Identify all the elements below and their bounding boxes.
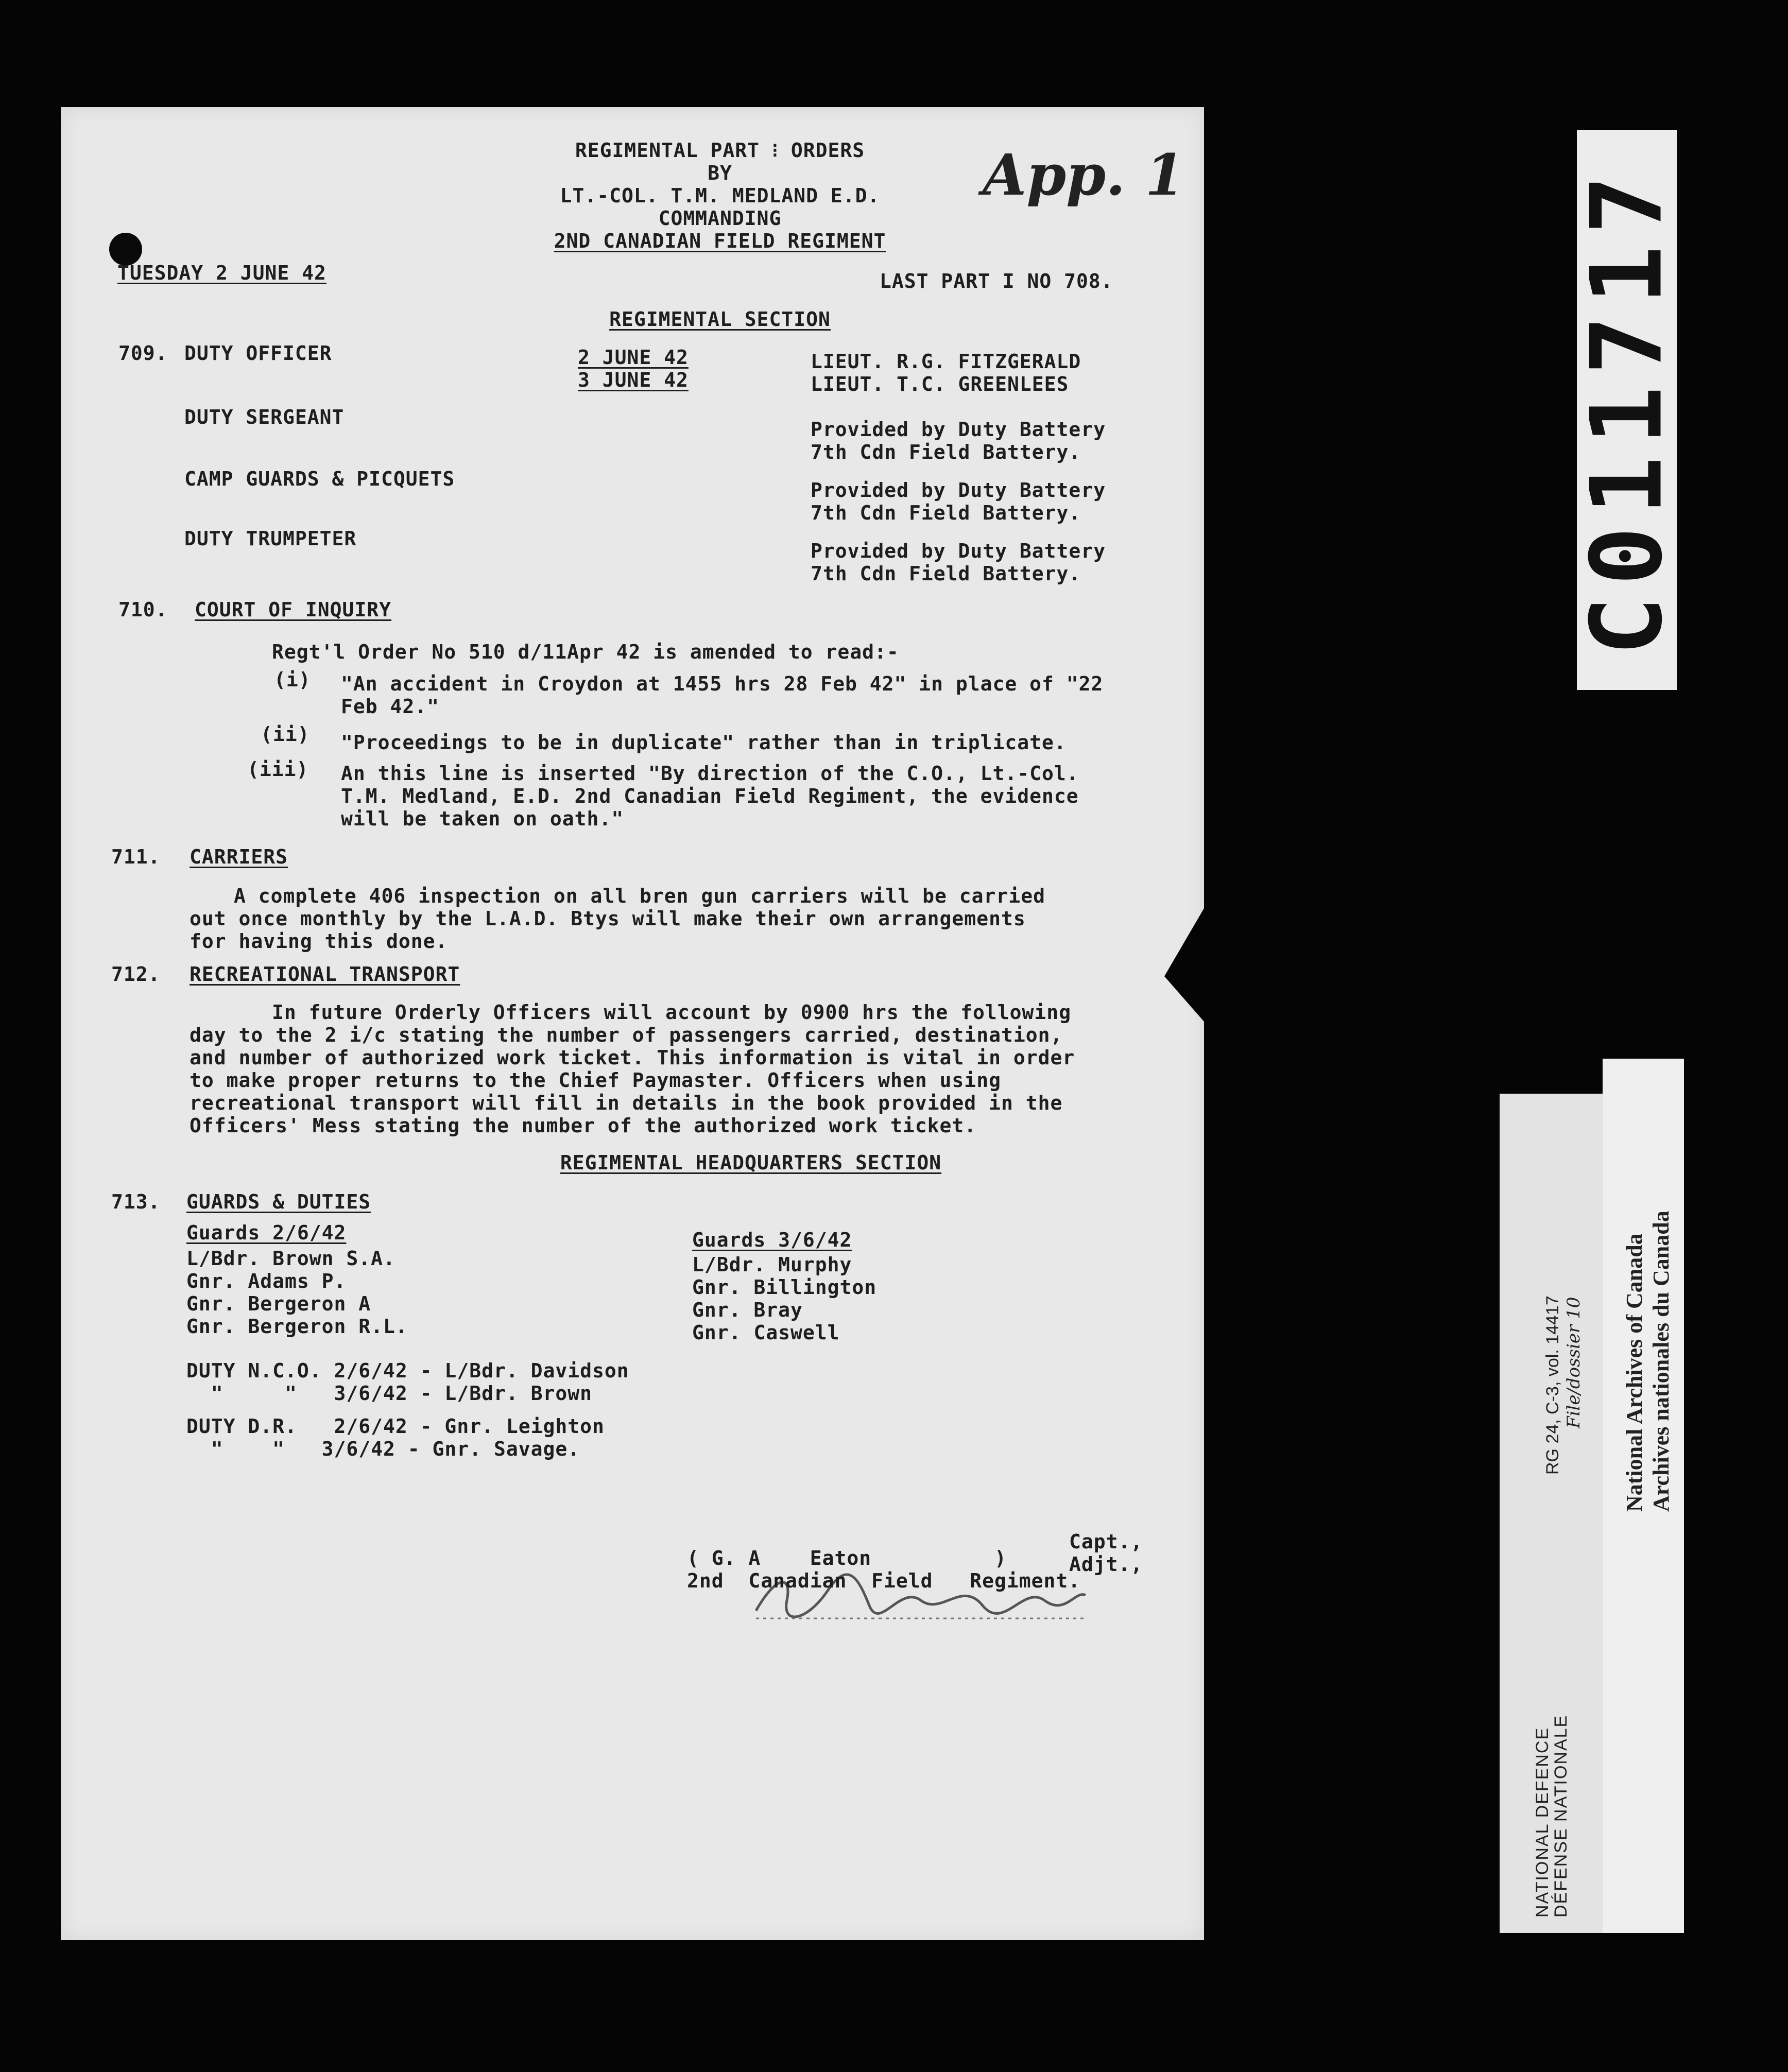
archive-card bbox=[1603, 1059, 1684, 1933]
duty-officer-1: LIEUT. R.G. FITZGERALD bbox=[811, 350, 1081, 373]
reference-volume: RG 24, C-3, vol. 14417 bbox=[1543, 1296, 1562, 1475]
guards-right-title: Guards 3/6/42 bbox=[692, 1229, 852, 1251]
camp-guards-label: CAMP GUARDS & PICQUETS bbox=[184, 468, 455, 490]
guards-right-4: Gnr. Caswell bbox=[692, 1321, 840, 1344]
order-number-711: 711. bbox=[111, 845, 161, 868]
department-french: DÉFENSE NATIONALE bbox=[1551, 1714, 1571, 1918]
carriers-line-2: out once monthly by the L.A.D. Btys will make their own arrangements bbox=[190, 907, 1026, 930]
amendment-num-i: (i) bbox=[274, 668, 311, 691]
order-number-709: 709. bbox=[118, 342, 168, 365]
transport-line-5: recreational transport will fill in details in the book provided in the bbox=[190, 1092, 1063, 1114]
guards-right-1: L/Bdr. Murphy bbox=[692, 1253, 852, 1276]
duty-trumpeter-provider-1: Provided by Duty Battery bbox=[811, 540, 1106, 562]
header-commander: LT.-COL. T.M. MEDLAND E.D. bbox=[560, 184, 880, 207]
guards-left-4: Gnr. Bergeron R.L. bbox=[186, 1315, 408, 1338]
amendment-iii-line-1: An this line is inserted "By direction of the C.O., Lt.-Col. bbox=[341, 762, 1079, 785]
transport-line-1: In future Orderly Officers will account by 0900 hrs the following bbox=[272, 1001, 1072, 1024]
guards-left-1: L/Bdr. Brown S.A. bbox=[186, 1247, 396, 1270]
guards-duties-title: GUARDS & DUTIES bbox=[186, 1190, 371, 1213]
guards-left-3: Gnr. Bergeron A bbox=[186, 1292, 371, 1315]
guards-right-3: Gnr. Bray bbox=[692, 1299, 803, 1321]
carriers-line-3: for having this done. bbox=[190, 930, 448, 953]
court-of-inquiry-intro: Regt'l Order No 510 d/11Apr 42 is amended to read:- bbox=[272, 641, 899, 663]
court-of-inquiry-title: COURT OF INQUIRY bbox=[195, 598, 392, 621]
duty-trumpeter-provider-2: 7th Cdn Field Battery. bbox=[811, 562, 1081, 585]
transport-line-4: to make proper returns to the Chief Paymaster. Officers when using bbox=[190, 1069, 1001, 1092]
camp-guards-provider-1: Provided by Duty Battery bbox=[811, 479, 1106, 502]
transport-line-6: Officers' Mess stating the number of the authorized work ticket. bbox=[190, 1114, 977, 1137]
archive-name-english: National Archives of Canada bbox=[1622, 1233, 1647, 1512]
amendment-ii-line-1: "Proceedings to be in duplicate" rather than in triplicate. bbox=[341, 731, 1067, 754]
guards-left-title: Guards 2/6/42 bbox=[186, 1221, 347, 1244]
microfilm-frame-strip bbox=[1570, 130, 1684, 690]
last-part-number: LAST PART I NO 708. bbox=[880, 270, 1113, 292]
duty-date-1: 2 JUNE 42 bbox=[578, 346, 689, 369]
signatory-unit: 2nd Canadian Field Regiment. bbox=[687, 1569, 1081, 1592]
duty-sergeant-label: DUTY SERGEANT bbox=[184, 406, 345, 428]
header-commanding: COMMANDING bbox=[658, 207, 782, 230]
duty-trumpeter-label: DUTY TRUMPETER bbox=[184, 527, 357, 550]
camp-guards-provider-2: 7th Cdn Field Battery. bbox=[811, 502, 1081, 524]
order-number-710: 710. bbox=[118, 598, 168, 621]
amendment-i-line-1: "An accident in Croydon at 1455 hrs 28 Feb 42" in place of "22 bbox=[341, 672, 1104, 695]
header-title: REGIMENTAL PART ⁝ ORDERS bbox=[575, 139, 865, 162]
header-unit: 2ND CANADIAN FIELD REGIMENT bbox=[554, 230, 886, 252]
amendment-num-ii: (ii) bbox=[261, 723, 310, 746]
duty-dr-line-2: " " 3/6/42 - Gnr. Savage. bbox=[186, 1438, 580, 1460]
reference-card bbox=[1500, 1094, 1603, 1933]
order-number-712: 712. bbox=[111, 963, 161, 986]
guards-left-2: Gnr. Adams P. bbox=[186, 1270, 347, 1292]
carriers-line-1: A complete 406 inspection on all bren gun carriers will be carried bbox=[234, 885, 1045, 907]
duty-nco-line-2: " " 3/6/42 - L/Bdr. Brown bbox=[186, 1382, 592, 1405]
department-english: NATIONAL DEFENCE bbox=[1533, 1726, 1552, 1918]
handwritten-appendix-note: App. 1 bbox=[983, 142, 1185, 208]
duty-date-2: 3 JUNE 42 bbox=[578, 369, 689, 391]
signatory-appointment: Adjt., bbox=[1069, 1553, 1143, 1576]
amendment-iii-line-2: T.M. Medland, E.D. 2nd Canadian Field Regiment, the evidence bbox=[341, 785, 1079, 807]
frame-number: C011717 bbox=[1570, 164, 1684, 656]
punch-hole bbox=[109, 233, 142, 266]
transport-line-2: day to the 2 i/c stating the number of passengers carried, destination, bbox=[190, 1024, 1063, 1046]
duty-nco-line-1: DUTY N.C.O. 2/6/42 - L/Bdr. Davidson bbox=[186, 1359, 629, 1382]
amendment-num-iii: (iii) bbox=[247, 758, 309, 781]
duty-officer-label: DUTY OFFICER bbox=[184, 342, 332, 365]
duty-sergeant-provider-1: Provided by Duty Battery bbox=[811, 418, 1106, 441]
duty-dr-line-1: DUTY D.R. 2/6/42 - Gnr. Leighton bbox=[186, 1415, 605, 1438]
reference-file: File/dossier 10 bbox=[1563, 1297, 1584, 1428]
header-by: BY bbox=[708, 162, 732, 184]
carriers-title: CARRIERS bbox=[190, 845, 288, 868]
signatory-name: ( G. A Eaton ) bbox=[687, 1547, 1007, 1569]
duty-officer-2: LIEUT. T.C. GREENLEES bbox=[811, 373, 1069, 395]
order-number-713: 713. bbox=[111, 1190, 161, 1213]
signatory-rank: Capt., bbox=[1069, 1530, 1143, 1553]
duty-sergeant-provider-2: 7th Cdn Field Battery. bbox=[811, 441, 1081, 463]
amendment-i-line-2: Feb 42." bbox=[341, 695, 440, 718]
order-sheet bbox=[61, 107, 1204, 1940]
archive-name-french: Archives nationales du Canada bbox=[1648, 1211, 1674, 1512]
order-date: TUESDAY 2 JUNE 42 bbox=[117, 262, 326, 284]
amendment-iii-line-3: will be taken on oath." bbox=[341, 807, 624, 830]
transport-line-3: and number of authorized work ticket. This information is vital in order bbox=[190, 1046, 1075, 1069]
recreational-transport-title: RECREATIONAL TRANSPORT bbox=[190, 963, 460, 986]
regimental-section-heading: REGIMENTAL SECTION bbox=[609, 308, 831, 331]
rhq-section-heading: REGIMENTAL HEADQUARTERS SECTION bbox=[560, 1151, 942, 1174]
guards-right-2: Gnr. Billington bbox=[692, 1276, 877, 1299]
